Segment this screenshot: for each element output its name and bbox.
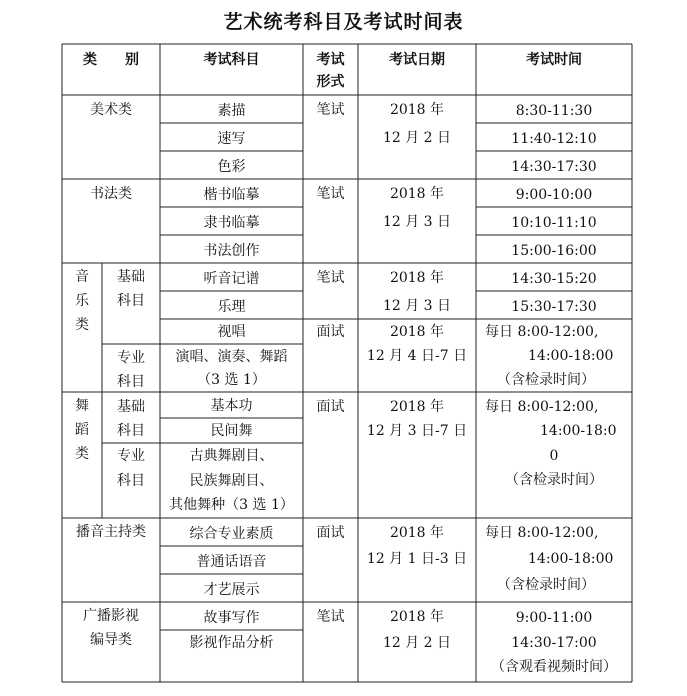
- film-date-line2: 12 月 2 日: [382, 635, 452, 651]
- music-name-char-1: 音: [75, 269, 89, 285]
- music-basic-form: 笔试: [316, 270, 345, 286]
- subject-sketch: 素描: [217, 103, 246, 119]
- subject-color: 色彩: [217, 159, 246, 175]
- dance-major-label-line2: 科目: [117, 473, 145, 489]
- music-name-char-3: 类: [75, 317, 89, 333]
- subject-talent-show: 才艺展示: [203, 582, 260, 598]
- category-calligraphy: 书法类: [90, 186, 132, 202]
- music-interview-time-line2: 14:00-18:00: [528, 348, 614, 364]
- subject-sight-singing: 视唱: [217, 324, 246, 340]
- broadcast-time-line3: （含检录时间）: [497, 577, 595, 593]
- category-fine-art: 美术类: [90, 102, 132, 118]
- dance-date-line2: 12 月 3 日-7 日: [366, 423, 468, 439]
- subject-clerical-script: 隶书临摹: [203, 215, 260, 231]
- calligraphy-form: 笔试: [316, 186, 345, 202]
- film-time-note: （含观看视频时间）: [491, 659, 617, 675]
- header-form-line1: 考试: [316, 52, 345, 68]
- calligraphy-time-2: 10:10-11:10: [511, 215, 597, 231]
- fine-art-time-3: 14:30-17:30: [511, 159, 597, 175]
- dance-form: 面试: [316, 399, 345, 415]
- subject-story-writing: 故事写作: [203, 610, 260, 626]
- music-basic-time-1: 14:30-15:20: [511, 271, 597, 287]
- subject-music-performance: 演唱、演奏、舞蹈: [175, 349, 288, 365]
- calligraphy-time-3: 15:00-16:00: [511, 243, 597, 259]
- fine-art-time-2: 11:40-12:10: [511, 131, 597, 147]
- subject-basic-skills: 基本功: [210, 398, 253, 414]
- subject-dictation: 听音记谱: [203, 271, 260, 287]
- calligraphy-date-line2: 12 月 3 日: [382, 214, 452, 230]
- broadcast-time-line2: 14:00-18:00: [528, 551, 614, 567]
- subject-calligraphy-creation: 书法创作: [203, 243, 260, 259]
- category-film-line2: 编导类: [90, 632, 132, 648]
- dance-name-char-3: 类: [75, 446, 89, 462]
- subject-classical-dance: 古典舞剧目、: [189, 448, 274, 464]
- film-date-line1: 2018 年: [389, 609, 445, 625]
- subject-mandarin: 普通话语音: [196, 554, 267, 570]
- music-name-char-2: 乐: [75, 293, 89, 309]
- film-time-1: 9:00-11:00: [515, 610, 593, 626]
- dance-date-line1: 2018 年: [389, 399, 445, 415]
- subject-quick-sketch: 速写: [217, 131, 246, 147]
- header-date: 考试日期: [389, 52, 445, 68]
- header-subject: 考试科目: [203, 52, 260, 68]
- subject-music-performance-note: （3 选 1）: [197, 372, 266, 388]
- music-basic-label-line2: 科目: [117, 293, 145, 309]
- subject-other-dance: 其他舞种（3 选 1）: [169, 497, 294, 513]
- music-major-label-line2: 科目: [117, 374, 145, 390]
- calligraphy-time-1: 9:00-10:00: [515, 187, 593, 203]
- music-major-label-line1: 专业: [117, 350, 145, 366]
- dance-basic-label-line1: 基础: [117, 399, 145, 415]
- broadcast-form: 面试: [316, 525, 345, 541]
- dance-name-char-2: 蹈: [75, 422, 89, 438]
- header-category: 类 别: [83, 52, 139, 68]
- music-interview-time-line1: 每日 8:00-12:00,: [485, 324, 599, 340]
- dance-time-line2: 14:00-18:0: [540, 423, 617, 439]
- subject-music-theory: 乐理: [217, 299, 246, 315]
- music-interview-time-line3: （含检录时间）: [497, 372, 595, 388]
- broadcast-date-line2: 12 月 1 日-3 日: [366, 551, 468, 567]
- dance-major-label-line1: 专业: [117, 448, 145, 464]
- music-basic-date-line1: 2018 年: [389, 270, 445, 286]
- header-form-line2: 形式: [316, 74, 345, 90]
- music-interview-date-line2: 12 月 4 日-7 日: [366, 348, 468, 364]
- dance-time-line3: 0: [549, 448, 559, 464]
- subject-film-analysis: 影视作品分析: [189, 635, 274, 651]
- film-time-2: 14:30-17:00: [511, 635, 597, 651]
- music-basic-time-2: 15:30-17:30: [511, 299, 597, 315]
- table-title: 艺术统考科目及考试时间表: [223, 11, 464, 33]
- subject-folk-dance: 民间舞: [210, 423, 253, 439]
- subject-comprehensive-quality: 综合专业素质: [189, 526, 274, 542]
- subject-ethnic-dance: 民族舞剧目、: [189, 473, 274, 489]
- category-broadcast-hosting: 播音主持类: [76, 524, 146, 540]
- subject-regular-script: 楷书临摹: [203, 187, 260, 203]
- dance-time-line4: （含检录时间）: [505, 472, 603, 488]
- fine-art-form: 笔试: [316, 102, 345, 118]
- fine-art-time-1: 8:30-11:30: [515, 103, 593, 119]
- music-interview-date-line1: 2018 年: [389, 324, 445, 340]
- fine-art-date-line1: 2018 年: [389, 102, 445, 118]
- music-basic-label-line1: 基础: [117, 269, 145, 285]
- music-interview-form: 面试: [316, 324, 345, 340]
- dance-name-char-1: 舞: [75, 398, 89, 414]
- dance-basic-label-line2: 科目: [117, 423, 145, 439]
- music-basic-date-line2: 12 月 3 日: [382, 298, 452, 314]
- dance-time-line1: 每日 8:00-12:00,: [485, 399, 599, 415]
- broadcast-time-line1: 每日 8:00-12:00,: [485, 525, 599, 541]
- broadcast-date-line1: 2018 年: [389, 525, 445, 541]
- calligraphy-date-line1: 2018 年: [389, 186, 445, 202]
- category-film-line1: 广播影视: [83, 608, 139, 624]
- fine-art-date-line2: 12 月 2 日: [382, 130, 452, 146]
- header-time: 考试时间: [526, 52, 582, 68]
- film-form: 笔试: [316, 609, 345, 625]
